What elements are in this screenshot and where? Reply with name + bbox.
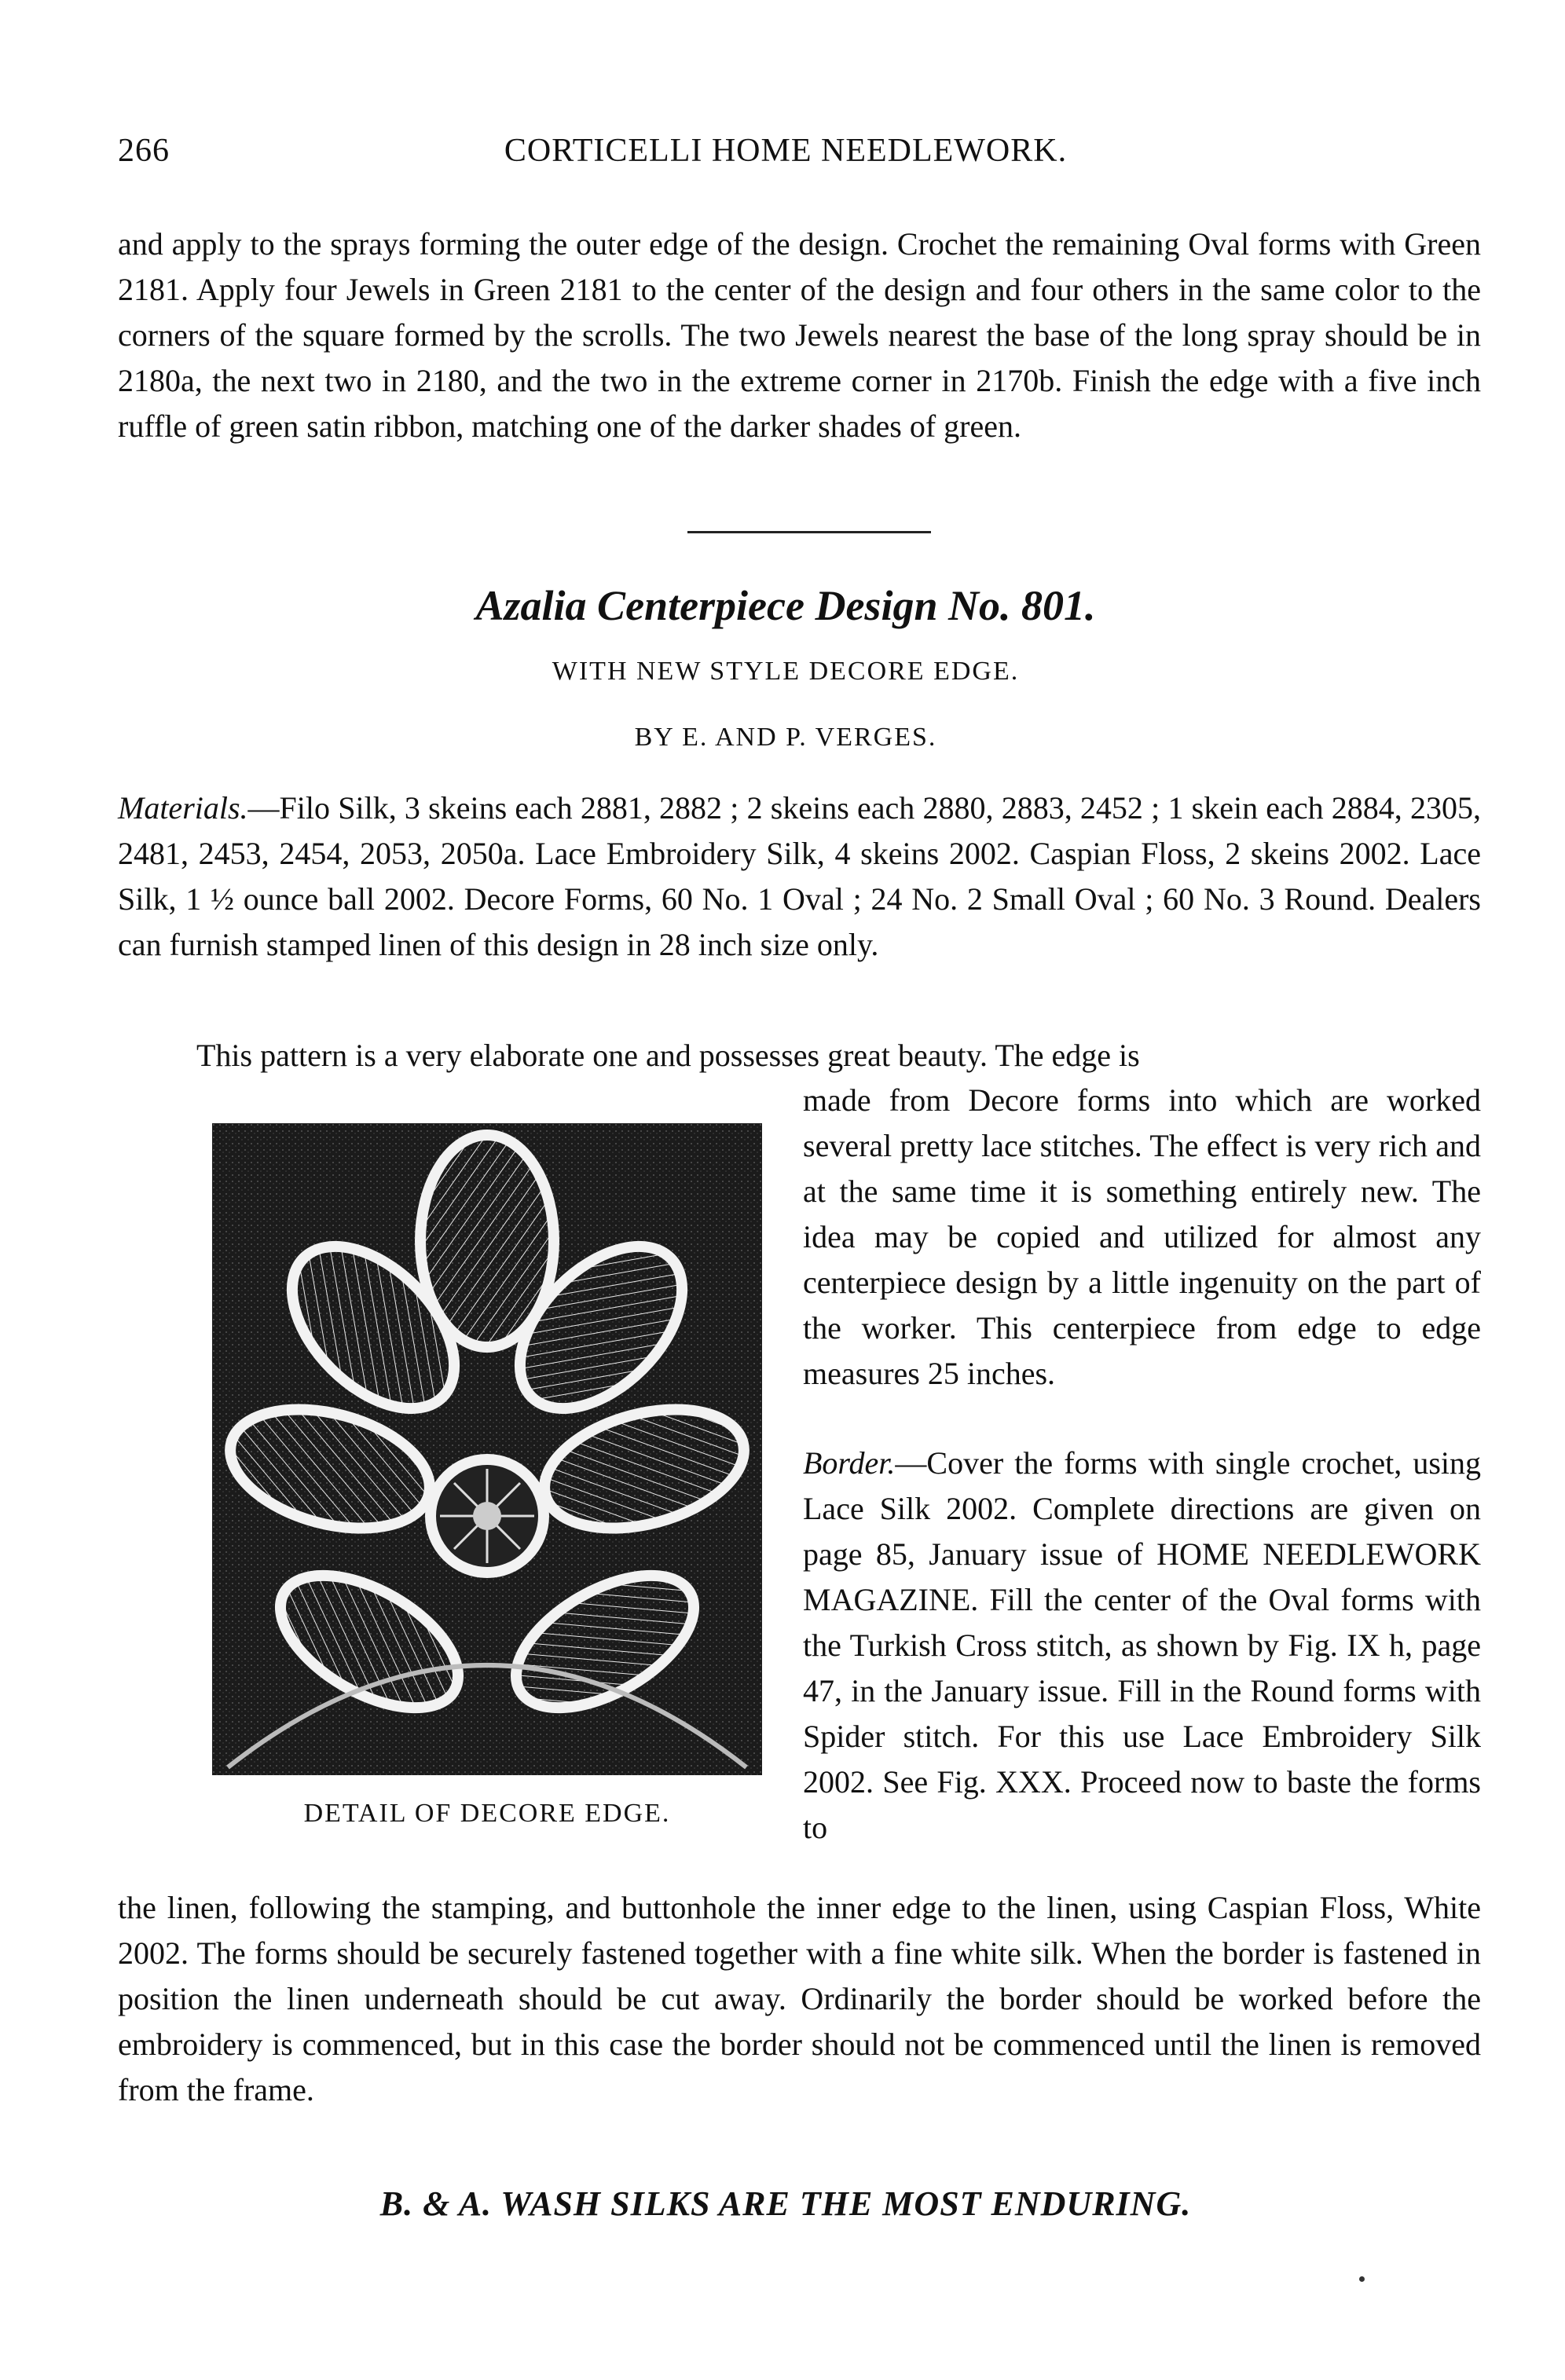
closing-paragraph: the linen, following the stamping, and buttonhole the inner edge to the linen, using Caspian Floss, White 2002. The forms should be securely fastened together with a fine white silk. When the border is fastened in position the linen underneath should be cut away. Ordinarily the border should be worked before the embroidery is commenced, but in this case the border should not be commenced until the linen is removed from the frame. [118,1890,1481,2107]
materials-text: —Filo Silk, 3 skeins each 2881, 2882 ; 2 skeins each 2880, 2883, 2452 ; 1 skein each 2884, 2305, 2481, 2453, 2454, 2053, 2050a. Lace Embroidery Silk, 4 skeins 2002. Caspian Floss, 2 skeins 2002. Lace Silk, 1 ½ ounce ball 2002. Decore Forms, 60 No. 1 Oval ; 24 No. 2 Small Oval ; 60 No. 3 Round. Dealers can furnish stamped linen of this design in 28 inch size only. [118,790,1481,962]
intro-continued-paragraph: made from Decore forms into which are worked several pretty lace stitches. The effect is very rich and at the same time it is something entirely new. The idea may be copied and utilized for almost any centerpiece design by a little ingenuity on the part of the worker. This centerpiece from edge to edge measures 25 inches. [803,1082,1481,1391]
article-title: Azalia Centerpiece Design No. 801. [475,582,1096,629]
materials-paragraph [118,785,1481,968]
lace-edge-illustration [212,1123,762,1775]
border-text: —Cover the forms with single crochet, using Lace Silk 2002. Complete directions are given on page 85, January issue of HOME NEEDLEWORK MAGAZINE. Fill the center of the Oval forms with the Turkish Cross stitch, as shown by Fig. IX h, page 47, in the January issue. Fill in the Round forms with Spider stitch. For this use Lace Embroidery Silk 2002. See Fig. XXX. Proceed now to baste the forms to [803,1445,1481,1845]
page-header [118,132,1453,179]
section-divider [687,531,931,533]
materials-label: Materials. [118,790,248,826]
print-speck [1359,2276,1365,2282]
article-subtitle: WITH NEW STYLE DECORE EDGE. [552,657,1020,686]
intro-line: This pattern is a very elaborate one and possesses great beauty. The edge is [196,1038,1140,1073]
running-title: CORTICELLI HOME NEEDLEWORK. [504,133,1068,169]
border-label: Border. [803,1445,896,1481]
page-number: 266 [118,133,170,169]
article-byline: BY E. AND P. VERGES. [634,723,937,752]
border-paragraph [803,1441,1481,1851]
round-center [431,1459,544,1573]
continuation-paragraph: and apply to the sprays forming the outer edge of the design. Crochet the remaining Oval forms with Green 2181. Apply four Jewels in Green 2181 to the center of the design and four others in the same color to the corners of the square formed by the scrolls. The two Jewels nearest the base of the long spray should be in 2180a, the next two in 2180, and the two in the extreme corner in 2170b. Finish the edge with a five inch ruffle of green satin ribbon, matching one of the darker shades of green. [118,226,1481,444]
figure-caption: DETAIL OF DECORE EDGE. [303,1799,671,1828]
decore-edge-photo [212,1123,762,1775]
footer-slogan: B. & A. WASH SILKS ARE THE MOST ENDURING. [379,2184,1192,2223]
